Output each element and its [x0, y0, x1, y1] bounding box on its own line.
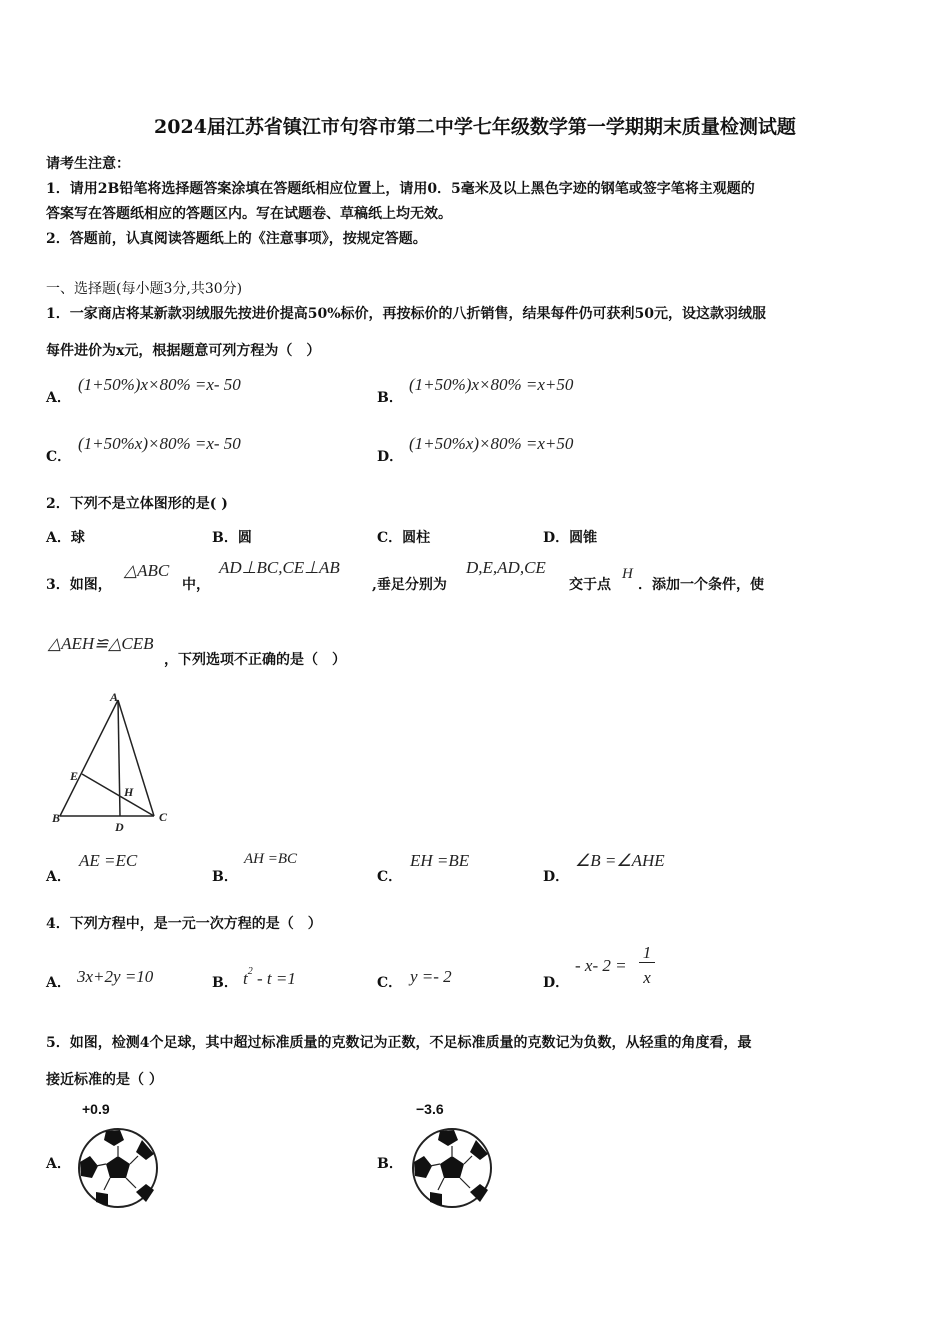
q1-option-a: (1+50%)x×80% =x- 50 [78, 375, 241, 394]
q3-triangle-figure [48, 690, 178, 835]
q4-option-d-denominator: x [643, 968, 651, 987]
q3-stem-part-6: ，下列选项不正确的是（ ） [164, 652, 346, 668]
q3-option-c-label: C． [377, 869, 403, 885]
q3-option-b-label: B． [212, 869, 238, 885]
q5-ball-a-value: +0.9 [82, 1101, 110, 1117]
label-a: A [110, 690, 119, 704]
q5-option-b-label: B． [377, 1156, 403, 1172]
soccer-ball-icon [76, 1126, 160, 1210]
q2-option-b: B．圆 [212, 530, 252, 546]
q5-stem-line-1: 5．如图，检测4个足球，其中超过标准质量的克数记为正数，不足标准质量的克数记为负数，从轻重的角度看，最 [46, 1035, 752, 1051]
notice-line-1: 1．请用2B铅笔将选择题答案涂填在答题纸相应位置上，请用0．5毫米及以上黑色字迹的钢笔或签字笔将主观题的 [46, 181, 755, 197]
label-h: H [124, 785, 134, 799]
altitude-ad [118, 700, 120, 816]
q2-stem: 2．下列不是立体图形的是( ) [46, 496, 228, 512]
q1-option-a-label: A． [46, 390, 71, 406]
q1-option-c-label: C． [46, 449, 72, 465]
q3-math-feet: D,E,AD,CE [466, 558, 546, 577]
side-ab [60, 700, 118, 816]
q3-stem-part-4: 交于点 [569, 577, 611, 593]
q3-stem-part-2: 中， [182, 577, 210, 593]
q2-option-a: A．球 [46, 530, 85, 546]
soccer-ball-icon [410, 1126, 494, 1210]
q3-math-point-h: H [622, 566, 633, 582]
q4-option-c: y =- 2 [410, 967, 452, 986]
label-b: B [52, 811, 61, 825]
q1-option-d-label: D． [377, 449, 404, 465]
q1-stem-line-2: 每件进价为x元，根据题意可列方程为（ ） [46, 343, 321, 359]
q5-stem-line-2: 接近标准的是（ ） [46, 1072, 163, 1088]
q3-math-triangle: △ABC [124, 561, 170, 580]
q3-option-a-label: A． [46, 869, 71, 885]
q5-option-a-label: A． [46, 1156, 71, 1172]
q4-option-d-numerator: 1 [639, 944, 655, 963]
q4-option-d-left: - x- 2 = [575, 956, 627, 975]
q1-option-b: (1+50%)x×80% =x+50 [409, 375, 574, 394]
q5-ball-b-value: −3.6 [416, 1101, 444, 1117]
q4-stem: 4．下列方程中，是一元一次方程的是（ ） [46, 916, 322, 932]
label-e: E [70, 769, 79, 783]
q4-option-b-label: B． [212, 975, 238, 991]
q2-option-c: C．圆柱 [377, 530, 431, 546]
q4-option-d-label: D． [543, 975, 570, 991]
q3-math-perpendicular: AD⊥BC,CE⊥AB [219, 558, 340, 577]
q4-option-a-label: A． [46, 975, 71, 991]
q4-option-c-label: C． [377, 975, 403, 991]
q1-option-c: (1+50%x)×80% =x- 50 [78, 434, 241, 453]
q3-option-d: ∠B =∠AHE [575, 851, 665, 870]
q3-stem-part-1: 3．如图， [46, 577, 112, 593]
notice-line-3: 2．答题前，认真阅读答题纸上的《注意事项》，按规定答题。 [46, 231, 427, 247]
q4-option-b: $t^2 - t =1$ [243, 966, 296, 988]
section-heading: 一、选择题(每小题3分,共30分) [46, 281, 243, 297]
page-title: 2024届江苏省镇江市句容市第二中学七年级数学第一学期期末质量检测试题 [154, 116, 796, 138]
label-d: D [115, 820, 124, 834]
q1-option-d: (1+50%x)×80% =x+50 [409, 434, 574, 453]
q1-stem-line-1: 1．一家商店将某新款羽绒服先按进价提高50%标价，再按标价的八折销售，结果每件仍可获利50元，设这款羽绒服 [46, 306, 767, 322]
q3-option-a: AE =EC [79, 851, 138, 870]
label-c: C [159, 810, 168, 824]
q3-option-d-label: D． [543, 869, 570, 885]
q2-option-d: D．圆锥 [543, 530, 598, 546]
q3-option-b: AH =BC [244, 851, 298, 867]
q3-stem-part-3: ,垂足分别为 [372, 577, 447, 593]
q4-option-a: 3x+2y =10 [77, 967, 154, 986]
q3-stem-part-5: ．添加一个条件，使 [638, 577, 764, 593]
q1-option-b-label: B． [377, 390, 403, 406]
notice-line-2: 答案写在答题纸相应的答题区内。写在试题卷、草稿纸上均无效。 [46, 206, 452, 222]
q3-option-c: EH =BE [410, 851, 470, 870]
q3-math-congruent: △AEH≌△CEB [48, 634, 154, 653]
notice-heading: 请考生注意： [46, 156, 130, 172]
